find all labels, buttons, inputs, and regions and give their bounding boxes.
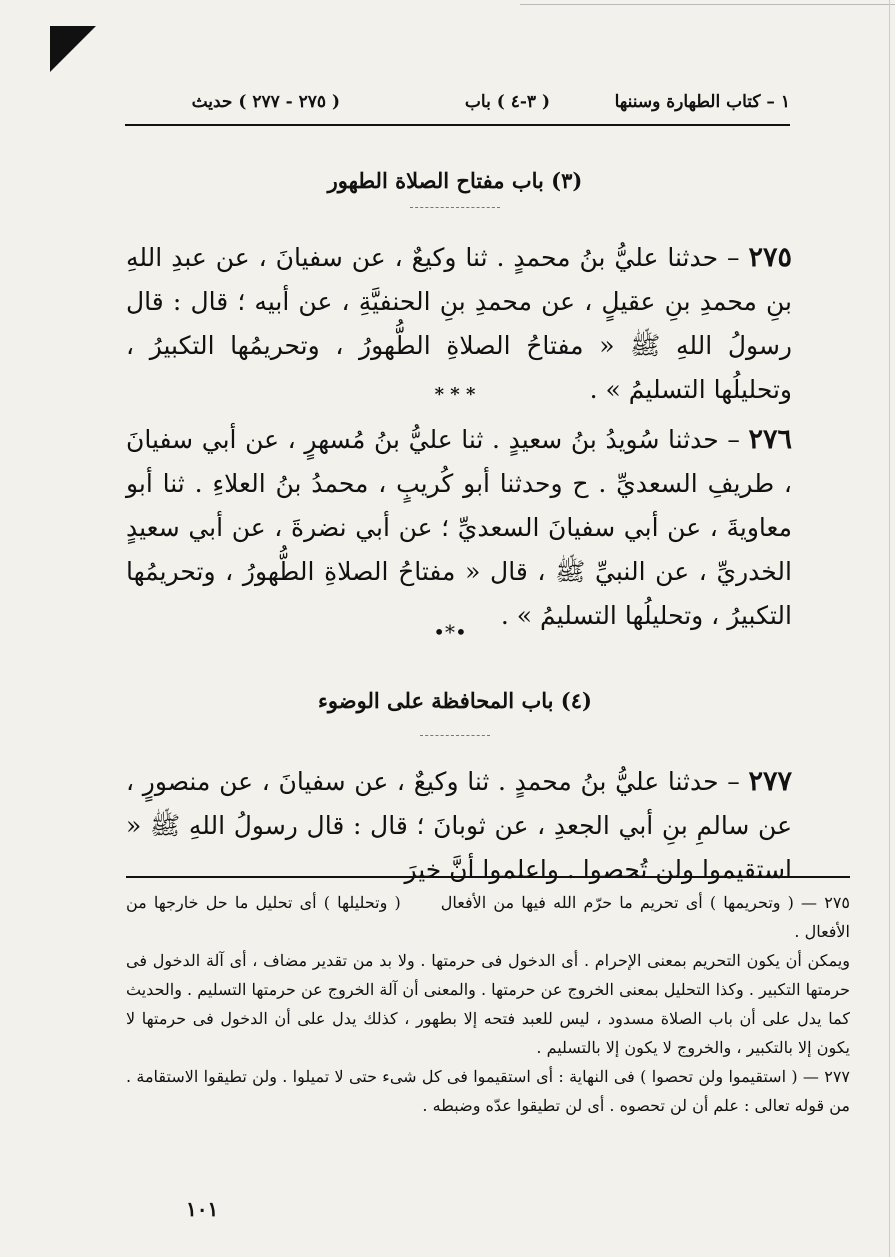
header-book-title: ١ – كتاب الطهارة وسننها: [614, 92, 790, 112]
corner-triangle-mark: [50, 26, 96, 72]
header-rule: [125, 124, 790, 126]
section-separator-dots: •*•: [433, 620, 467, 644]
header-bab-range: ( ٣-٤ ) باب: [464, 92, 550, 112]
footnote-275-commentary: ويمكن أن يكون التحريم بمعنى الإحرام . أى الدخول فى حرمتها . ولا بد من تقدير مضاف ، أى آلة الدخول فى حرمتها التكبير . وكذا التحليل بمعنى الخروج عن حرمتها . والمعنى أن آلة الخروج عن حرمتها التسليم . والحديث كما يدل على أن باب الصلاة مسدود ، ليس للعبد فتحه إلا بطهور ، كذلك يدل على أن الدخول فى حرمتها لا يكون إلا بالتكبير ، والخروج لا يكون إلا بالتسليم .: [126, 951, 850, 1057]
section-separator-stars: * * *: [434, 384, 476, 405]
hadith-277: [126, 760, 792, 892]
page-number: ١٠١: [186, 1197, 219, 1221]
hadith-275-number: ٢٧٥: [748, 242, 792, 273]
hadith-276: [126, 418, 792, 644]
header-hadith-range: ( ٢٧٥ - ٢٧٧ ) حديث: [191, 92, 340, 112]
scan-top-edge: [520, 4, 895, 5]
running-header: [125, 92, 790, 122]
footnote-275-line1: [126, 888, 850, 946]
footnote-rule: [126, 876, 850, 878]
footnote-277: ٢٧٧ — ( استقيموا ولن تحصوا ) فى النهاية : أى استقيموا فى كل شىء حتى لا تميلوا . ولن تطيقوا الاستقامة . من قوله تعالى : علم أن لن تحصوه . أى لن تطيقوا عدّه وضبطه .: [126, 1067, 850, 1115]
hadith-276-number: ٢٧٦: [748, 424, 792, 455]
hadith-277-number: ٢٧٧: [748, 766, 792, 797]
footnotes: [126, 888, 850, 1120]
footnote-275-b: ( وتحليلها ) أى تحليل ما حل خارجها من الأفعال .: [126, 893, 850, 941]
bab-3-title-underline: [410, 207, 500, 208]
hadith-275-text: – حدثنا عليُّ بنُ محمدٍ . ثنا وكيعٌ ، عن سفيانَ ، عن عبدِ اللهِ بنِ محمدِ بنِ عقيلٍ ، عن محمدِ بنِ الحنفيَّةِ ، عن أبيه ؛ قال : قال رسولُ اللهِ ﷺ « مفتاحُ الصلاةِ الطُّهورُ ، وتحريمُها التكبيرُ ، وتحليلُها التسليمُ » .: [126, 243, 792, 404]
footnote-275-a: ٢٧٥ — ( وتحريمها ) أى تحريم ما حرّم الله فيها من الأفعال: [440, 893, 850, 912]
scan-right-edge: [889, 0, 890, 1257]
hadith-276-text: – حدثنا سُويدُ بنُ سعيدٍ . ثنا عليُّ بنُ مُسهرٍ ، عن أبي سفيانَ ، طريفِ السعديِّ . ح وحدثنا أبو كُريبٍ ، محمدُ بنُ العلاءِ . ثنا أبو معاويةَ ، عن أبي سفيانَ السعديِّ ؛ عن أبي نضرةَ ، عن أبي سعيدٍ الخدريِّ ، عن النبيِّ ﷺ ، قال « مفتاحُ الصلاةِ الطُّهورُ ، وتحريمُها التكبيرُ ، وتحليلُها التسليمُ » .: [126, 425, 792, 630]
hadith-277-text: – حدثنا عليُّ بنُ محمدٍ . ثنا وكيعٌ ، عن سفيانَ ، عن منصورٍ ، عن سالمِ بنِ أبي الجعدِ ، عن ثوبانَ ؛ قال : قال رسولُ اللهِ ﷺ « استقيموا ولن تُحصوا . واعلموا أنَّ خيرَ: [126, 767, 793, 884]
bab-4-title-underline: [420, 735, 490, 736]
bab-3-title: (٣) باب مفتاح الصلاة الطهور: [327, 168, 583, 193]
bab-4-title: (٤) باب المحافظة على الوضوء: [318, 688, 592, 713]
